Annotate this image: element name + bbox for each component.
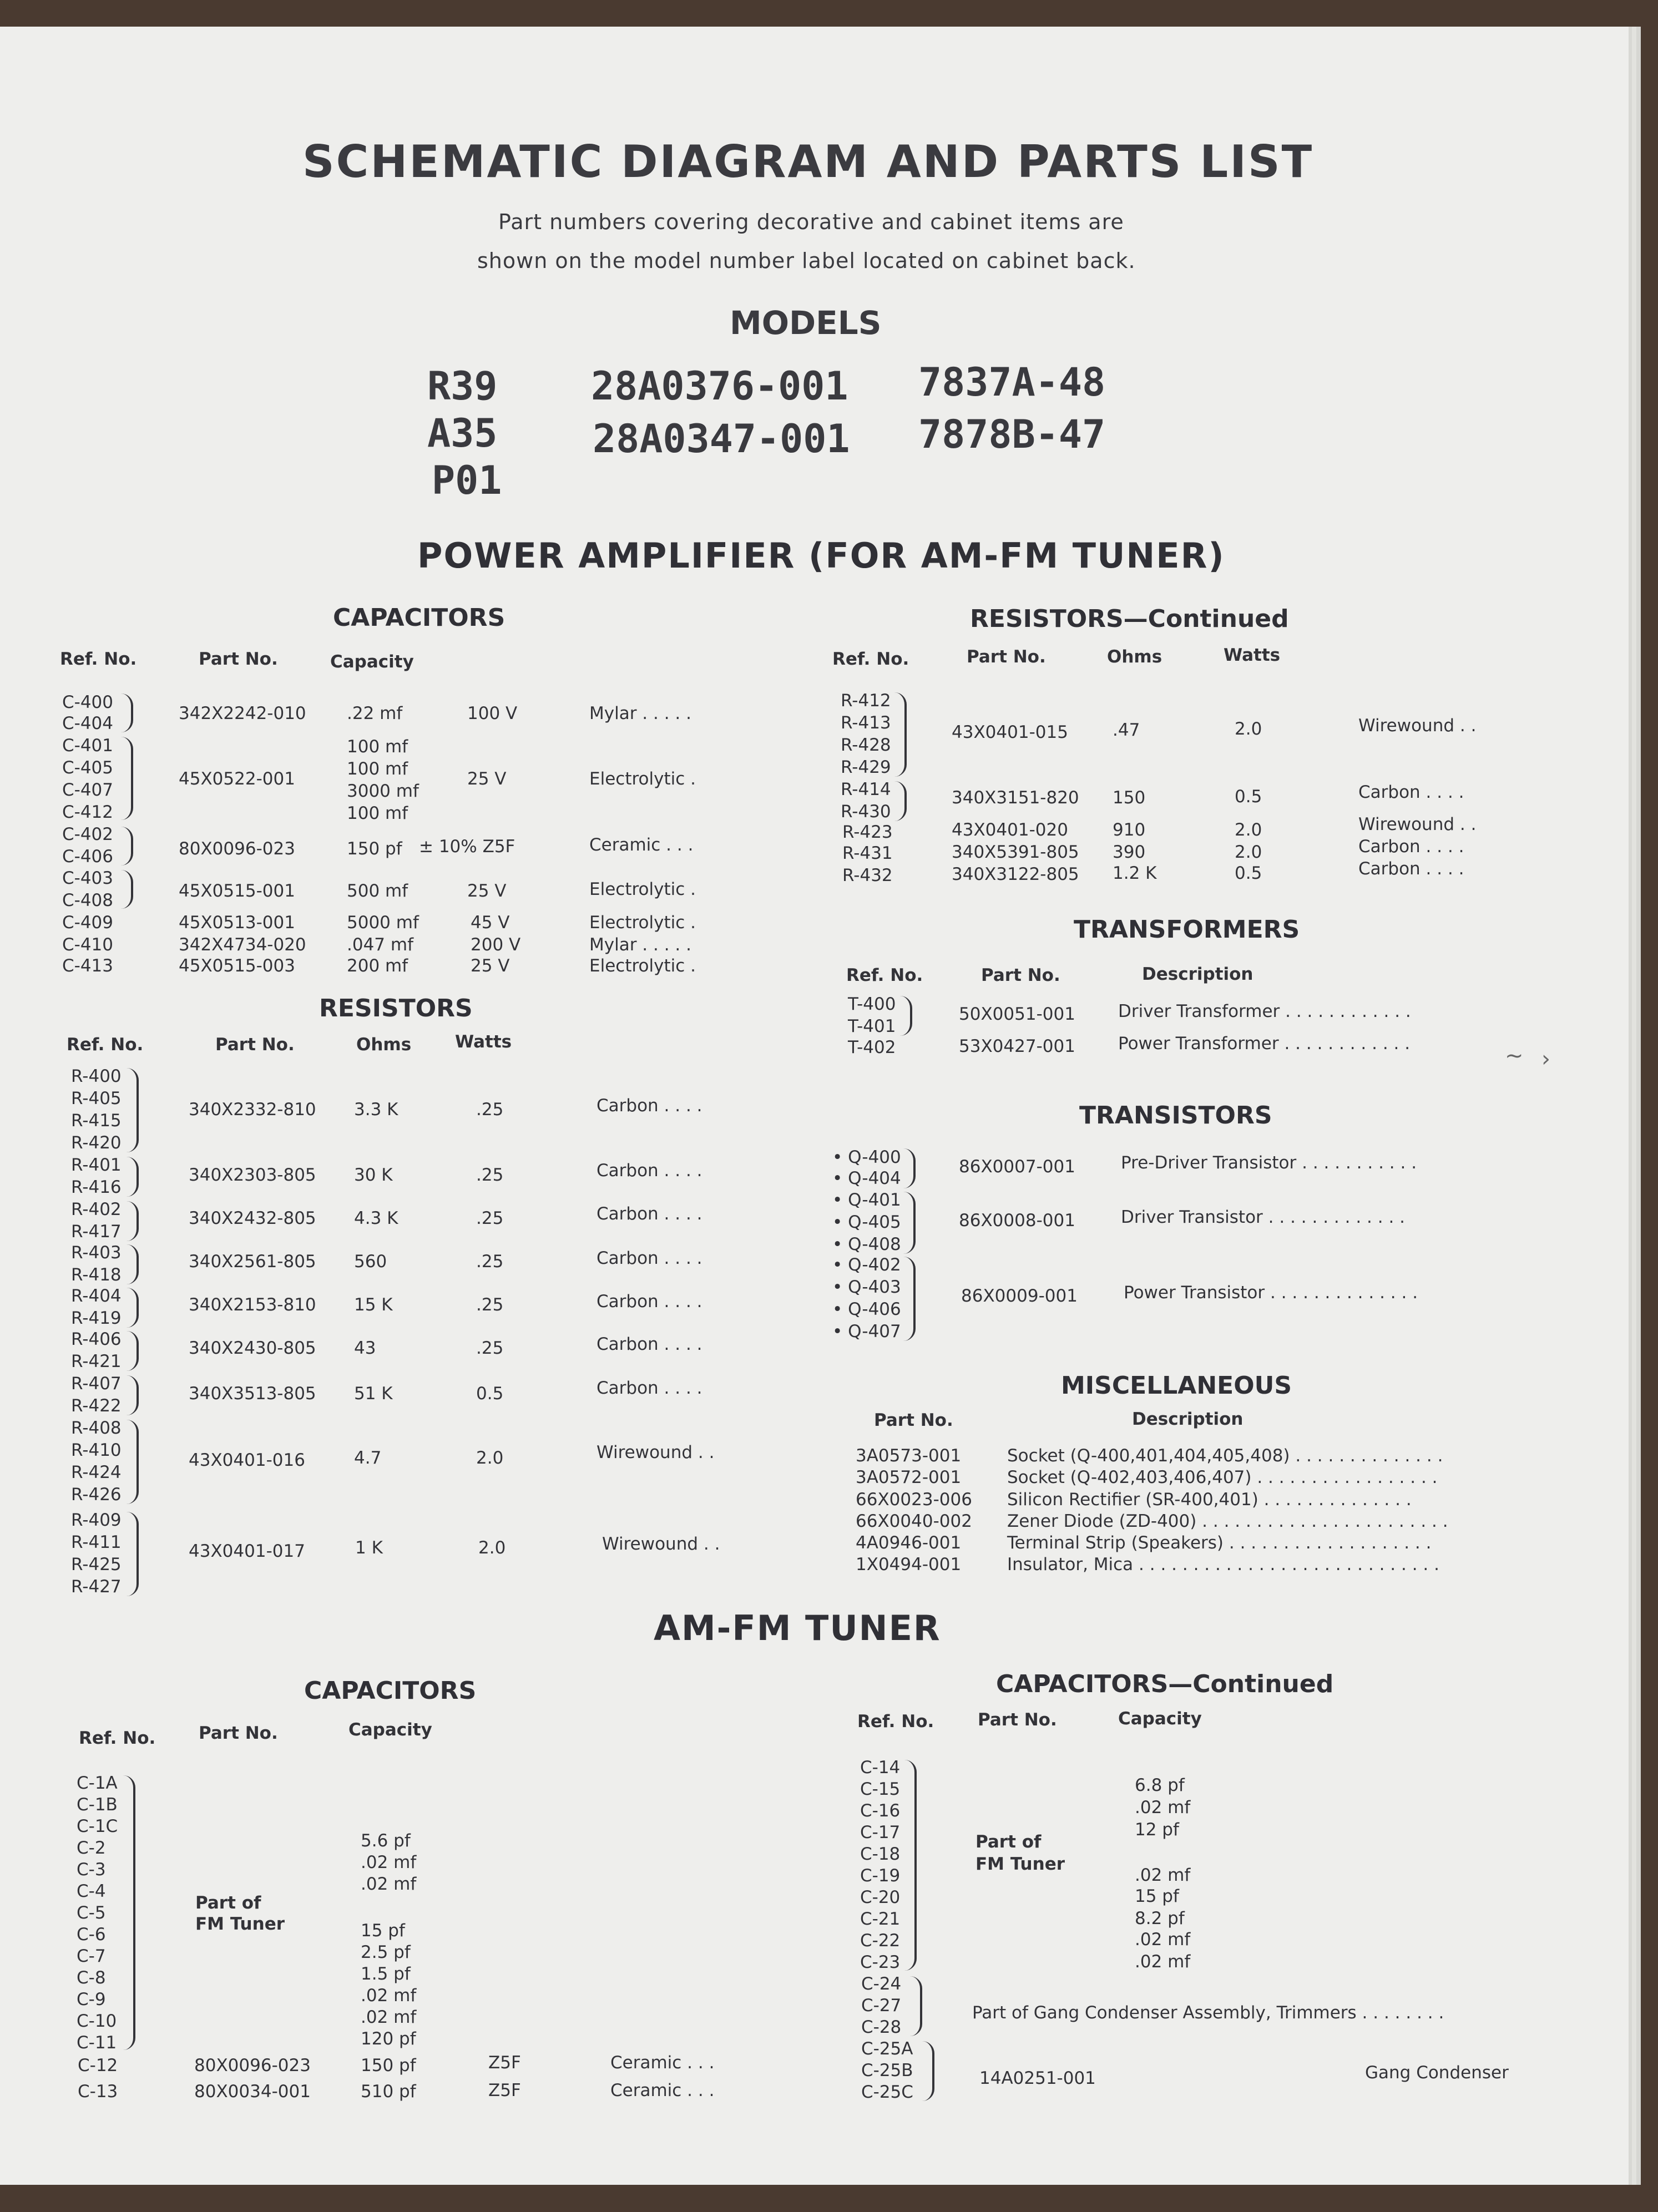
capacity-value: .02 mf — [1135, 1930, 1191, 1950]
description: Socket (Q-400,401,404,405,408) . . . . . . . . . . . . . . — [1007, 1446, 1443, 1466]
ref-number: R-408 — [71, 1418, 122, 1438]
column-header: Part No. — [199, 1723, 278, 1743]
ohms-value: 30 K — [354, 1165, 393, 1185]
ref-number: C-412 — [62, 802, 114, 822]
ref-number: • Q-405 — [832, 1212, 901, 1232]
watts-value: .25 — [476, 1252, 504, 1272]
ref-number: • Q-401 — [832, 1190, 901, 1210]
model-code: A35 — [427, 411, 498, 456]
ref-number: C-15 — [860, 1779, 901, 1799]
model-number: 7878B-47 — [918, 412, 1106, 457]
description: Carbon . . . . — [1358, 837, 1464, 857]
ohms-value: .47 — [1113, 720, 1140, 740]
capacitors-heading: CAPACITORS — [333, 604, 506, 632]
ref-number: C-5 — [77, 1903, 106, 1923]
ref-number: C-4 — [77, 1881, 106, 1901]
ref-number: R-424 — [71, 1462, 122, 1482]
transformers-heading: TRANSFORMERS — [1074, 915, 1300, 944]
ref-number: R-411 — [71, 1532, 122, 1552]
ref-number: C-406 — [62, 847, 114, 867]
part-number: 1X0494-001 — [856, 1555, 962, 1575]
ref-number: C-9 — [77, 1990, 106, 2009]
ohms-value: 51 K — [354, 1384, 393, 1404]
part-number: 342X4734-020 — [179, 935, 306, 955]
part-number: 45X0522-001 — [179, 769, 295, 789]
group-brace — [900, 996, 912, 1036]
capacity-value: 120 pf — [361, 2029, 416, 2049]
ref-number: R-421 — [71, 1352, 122, 1371]
ref-number: T-401 — [848, 1016, 896, 1036]
group-brace — [922, 2041, 934, 2101]
description: Mylar . . . . . — [589, 935, 691, 955]
capacity-value: 200 mf — [347, 956, 408, 976]
column-header: Part No. — [967, 647, 1046, 667]
ref-number: R-415 — [71, 1111, 122, 1131]
handwritten-mark: › — [1541, 1046, 1550, 1072]
group-brace — [903, 1192, 916, 1254]
ref-number: T-400 — [848, 994, 896, 1014]
column-header: Part No. — [978, 1710, 1057, 1730]
group-brace — [121, 870, 133, 909]
column-header: Capacity — [1118, 1709, 1202, 1729]
ref-number: C-25B — [861, 2061, 913, 2081]
handwritten-mark: ~ — [1505, 1043, 1524, 1069]
column-header: Part No. — [199, 649, 278, 669]
capacity-value: 100 mf — [347, 759, 408, 779]
model-code: R39 — [427, 363, 498, 409]
watts-value: 0.5 — [1235, 787, 1262, 807]
capacity-value: 100 mf — [347, 737, 408, 757]
ref-number: C-408 — [62, 890, 114, 910]
ref-number: C-22 — [860, 1931, 901, 1951]
group-brace — [910, 1976, 922, 2036]
watts-value: 2.0 — [1235, 842, 1262, 862]
capacity-value: 5.6 pf — [361, 1831, 411, 1851]
group-brace — [127, 1512, 139, 1596]
ref-number: C-3 — [77, 1860, 106, 1880]
part-number: 342X2242-010 — [179, 703, 306, 723]
column-header: Description — [1132, 1409, 1244, 1429]
voltage-rating: 100 V — [467, 703, 518, 723]
group-brace — [894, 781, 907, 821]
ref-number: C-16 — [860, 1801, 901, 1821]
description: Terminal Strip (Speakers) . . . . . . . . . . . . . . . . . . . — [1007, 1533, 1432, 1553]
model-part-number: 28A0347-001 — [593, 416, 850, 462]
ref-number: R-427 — [71, 1577, 122, 1597]
part-number: 43X0401-015 — [952, 722, 1068, 742]
part-number: 340X3151-820 — [952, 788, 1079, 808]
description: Carbon . . . . — [597, 1334, 702, 1354]
ref-number: C-1B — [77, 1795, 118, 1815]
ref-number: R-417 — [71, 1222, 122, 1242]
ref-number: C-20 — [860, 1887, 901, 1907]
capacity-value: 6.8 pf — [1135, 1775, 1185, 1795]
ref-number: • Q-403 — [832, 1277, 901, 1297]
column-header: Ref. No. — [846, 965, 923, 985]
description: Driver Transistor . . . . . . . . . . . . . — [1121, 1207, 1405, 1227]
description: Gang Condenser — [1365, 2063, 1509, 2083]
description: Driver Transformer . . . . . . . . . . . . — [1118, 1001, 1411, 1021]
ref-number: R-407 — [71, 1374, 122, 1394]
group-brace — [121, 694, 133, 732]
ref-number: R-420 — [71, 1133, 122, 1153]
column-header: Capacity — [330, 652, 414, 672]
capacity-value: 1.5 pf — [361, 1964, 411, 1984]
description: Electrolytic . — [589, 913, 696, 933]
ref-number: C-409 — [62, 913, 114, 933]
capacity-value: 3000 mf — [347, 781, 419, 801]
description: Silicon Rectifier (SR-400,401) . . . . . . . . . . . . . . — [1007, 1490, 1412, 1510]
ref-number: R-423 — [842, 822, 893, 842]
ohms-value: 4.7 — [354, 1448, 382, 1468]
capacity-value: .047 mf — [347, 935, 413, 955]
ref-number: R-429 — [841, 757, 891, 777]
ref-number: • Q-400 — [832, 1147, 901, 1167]
part-number: 3A0572-001 — [856, 1467, 962, 1487]
ref-number: C-407 — [62, 780, 114, 800]
column-header: Ref. No. — [79, 1728, 156, 1748]
ref-number: C-8 — [77, 1968, 106, 1988]
ref-number: C-18 — [860, 1844, 901, 1864]
ref-number: C-1A — [77, 1773, 118, 1793]
voltage-rating: 25 V — [471, 956, 510, 976]
group-brace — [127, 1068, 139, 1152]
description: Mylar . . . . . — [589, 703, 691, 723]
ref-number: R-404 — [71, 1286, 122, 1306]
group-brace — [127, 1244, 139, 1284]
column-header: Part No. — [215, 1035, 295, 1055]
capacity-value: 2.5 pf — [361, 1942, 411, 1962]
part-of-label: FM Tuner — [195, 1914, 285, 1934]
ohms-value: 1 K — [355, 1538, 383, 1558]
capacity-value: .02 mf — [1135, 1798, 1191, 1818]
ref-number: C-6 — [77, 1925, 106, 1945]
subtitle-line-1: Part numbers covering decorative and cabinet items are — [498, 210, 1124, 234]
ref-number: R-409 — [71, 1510, 122, 1530]
capacity-value: 12 pf — [1135, 1820, 1179, 1840]
ref-number: C-2 — [77, 1838, 106, 1858]
ref-number: R-418 — [71, 1265, 122, 1285]
capacity-value: 150 pf — [347, 839, 402, 859]
ref-number: R-432 — [842, 865, 893, 885]
tuner-capacitors-continued-heading: CAPACITORS—Continued — [996, 1670, 1334, 1698]
models-heading: MODELS — [730, 304, 882, 342]
column-header: Ref. No. — [857, 1712, 934, 1732]
ohms-value: 390 — [1113, 842, 1146, 862]
part-number: 3A0573-001 — [856, 1446, 962, 1466]
ref-number: C-7 — [77, 1946, 106, 1966]
description: Electrolytic . — [589, 956, 696, 976]
miscellaneous-heading: MISCELLANEOUS — [1061, 1371, 1292, 1400]
capacity-value: .02 mf — [1135, 1865, 1191, 1885]
capacity-value: 500 mf — [347, 881, 408, 901]
ref-number: C-13 — [78, 2082, 118, 2102]
ref-number: C-14 — [860, 1758, 901, 1778]
ref-number: R-401 — [71, 1155, 122, 1175]
part-number: 340X2332-810 — [189, 1100, 316, 1120]
description: Part of Gang Condenser Assembly, Trimmers . . . . . . . . — [972, 2003, 1444, 2023]
group-brace — [903, 1148, 916, 1188]
ref-number: R-428 — [841, 735, 891, 755]
part-number: 45X0513-001 — [179, 913, 295, 933]
column-header: Part No. — [874, 1410, 953, 1430]
watts-value: 0.5 — [1235, 863, 1262, 883]
resistors-heading: RESISTORS — [319, 994, 473, 1023]
column-header: Ohms — [1107, 647, 1162, 667]
part-number: 86X0009-001 — [961, 1286, 1078, 1306]
ref-number: C-27 — [861, 1996, 902, 2016]
group-brace — [127, 1288, 139, 1328]
resistors-continued-heading: RESISTORS—Continued — [970, 605, 1289, 633]
watts-value: .25 — [476, 1165, 504, 1185]
ref-number: C-400 — [62, 692, 114, 712]
watts-value: 0.5 — [476, 1384, 504, 1404]
description: Ceramic . . . — [610, 2081, 715, 2100]
description: Ceramic . . . — [589, 835, 694, 855]
section-title-tuner: AM-FM TUNER — [654, 1608, 941, 1648]
description: Wirewound . . — [1358, 716, 1477, 736]
ohms-value: 910 — [1113, 820, 1146, 840]
group-brace — [894, 692, 907, 777]
group-brace — [127, 1157, 139, 1197]
rating: Z5F — [488, 2081, 521, 2100]
group-brace — [127, 1201, 139, 1241]
part-number: 14A0251-001 — [979, 2068, 1096, 2088]
watts-value: .25 — [476, 1295, 504, 1315]
description: Ceramic . . . — [610, 2053, 715, 2073]
group-brace — [903, 1257, 916, 1341]
capacity-value: 15 pf — [361, 1921, 405, 1941]
section-title-power-amplifier: POWER AMPLIFIER (FOR AM-FM TUNER) — [417, 535, 1225, 576]
part-number: 43X0401-020 — [952, 820, 1068, 840]
ref-number: C-23 — [860, 1952, 901, 1972]
description: Carbon . . . . — [597, 1292, 702, 1312]
ref-number: R-414 — [841, 779, 891, 799]
group-brace — [904, 1760, 917, 1971]
ref-number: R-431 — [842, 843, 893, 863]
ref-number: T-402 — [848, 1037, 896, 1057]
ref-number: R-406 — [71, 1329, 122, 1349]
ref-number: R-425 — [71, 1555, 122, 1575]
group-brace — [121, 827, 133, 865]
part-number: 86X0008-001 — [959, 1211, 1075, 1231]
description: Zener Diode (ZD-400) . . . . . . . . . . . . . . . . . . . . . . . — [1007, 1511, 1448, 1531]
part-number: 66X0023-006 — [856, 1490, 972, 1510]
part-number: 340X2561-805 — [189, 1252, 316, 1272]
watts-value: .25 — [476, 1208, 504, 1228]
ref-number: C-413 — [62, 956, 114, 976]
column-header: Watts — [455, 1032, 512, 1052]
description: Electrolytic . — [589, 769, 696, 789]
ref-number: R-426 — [71, 1485, 122, 1505]
tuner-capacitors-heading: CAPACITORS — [304, 1677, 477, 1705]
ref-number: C-12 — [78, 2056, 118, 2076]
part-number: 80X0096-023 — [194, 2056, 311, 2076]
group-brace — [127, 1420, 139, 1504]
voltage-rating: 25 V — [467, 881, 507, 901]
part-number: 340X3122-805 — [952, 864, 1079, 884]
description: Carbon . . . . — [597, 1204, 702, 1224]
part-number: 340X2153-810 — [189, 1295, 316, 1315]
ref-number: C-21 — [860, 1909, 901, 1929]
part-number: 45X0515-003 — [179, 956, 295, 976]
description: Carbon . . . . — [597, 1378, 702, 1398]
ref-number: R-400 — [71, 1066, 122, 1086]
ref-number: C-10 — [77, 2011, 117, 2031]
capacity-value: .02 mf — [361, 1874, 417, 1894]
capacity-value: 5000 mf — [347, 913, 419, 933]
part-number: 43X0401-017 — [189, 1541, 305, 1561]
ref-number: C-25A — [861, 2039, 913, 2059]
part-number: 340X5391-805 — [952, 842, 1079, 862]
ohms-value: 3.3 K — [354, 1100, 398, 1120]
description: Wirewound . . — [602, 1534, 720, 1554]
ohms-value: 1.2 K — [1113, 863, 1157, 883]
part-number: 4A0946-001 — [856, 1533, 962, 1553]
part-number: 86X0007-001 — [959, 1157, 1075, 1177]
page-title: SCHEMATIC DIAGRAM AND PARTS LIST — [302, 136, 1314, 188]
column-header: Ref. No. — [60, 649, 137, 669]
model-code: P01 — [432, 458, 502, 503]
description: Socket (Q-402,403,406,407) . . . . . . . . . . . . . . . . . — [1007, 1467, 1438, 1487]
ref-number: C-24 — [861, 1974, 902, 1994]
part-number: 340X3513-805 — [189, 1384, 316, 1404]
part-number: 80X0034-001 — [194, 2082, 311, 2102]
ref-number: R-422 — [71, 1396, 122, 1416]
description: Power Transformer . . . . . . . . . . . . — [1118, 1034, 1411, 1054]
capacity-value: 15 pf — [1135, 1886, 1179, 1906]
ref-number: R-410 — [71, 1440, 122, 1460]
column-header: Capacity — [348, 1720, 432, 1740]
capacity-value: 8.2 pf — [1135, 1909, 1185, 1928]
capacity-value: .22 mf — [347, 703, 403, 723]
ref-number: C-19 — [860, 1866, 901, 1886]
watts-value: .25 — [476, 1338, 504, 1358]
capacity-value: 150 pf — [361, 2056, 416, 2076]
voltage-rating: 45 V — [471, 913, 510, 933]
ref-number: R-403 — [71, 1243, 122, 1263]
ref-number: R-419 — [71, 1308, 122, 1328]
capacity-value: .02 mf — [361, 1852, 417, 1872]
part-number: 50X0051-001 — [959, 1004, 1075, 1024]
column-header: Part No. — [981, 965, 1060, 985]
description: Carbon . . . . — [597, 1096, 702, 1116]
capacity-value: .02 mf — [361, 2007, 417, 2027]
ref-number: • Q-408 — [832, 1234, 901, 1254]
part-of-label: FM Tuner — [975, 1854, 1065, 1874]
ref-number: C-410 — [62, 935, 114, 955]
ohms-value: 4.3 K — [354, 1208, 398, 1228]
capacity-value: 100 mf — [347, 803, 408, 823]
watts-value: 2.0 — [478, 1538, 506, 1558]
ref-number: R-413 — [841, 713, 891, 733]
group-brace — [121, 737, 133, 820]
description: Electrolytic . — [589, 879, 696, 899]
ref-number: • Q-407 — [832, 1322, 901, 1342]
subtitle-line-2: shown on the model number label located on cabinet back. — [477, 249, 1136, 273]
column-header: Ref. No. — [832, 649, 909, 669]
part-number: 45X0515-001 — [179, 881, 295, 901]
description: Carbon . . . . — [597, 1161, 702, 1181]
ref-number: R-430 — [841, 802, 891, 822]
description: Power Transistor . . . . . . . . . . . . . . — [1124, 1283, 1418, 1303]
ref-number: C-25C — [861, 2082, 913, 2102]
voltage-rating: 25 V — [467, 769, 507, 789]
ref-number: • Q-402 — [832, 1255, 901, 1275]
ref-number: C-403 — [62, 868, 114, 888]
watts-value: 2.0 — [1235, 719, 1262, 739]
ref-number: C-17 — [860, 1823, 901, 1843]
ref-number: R-402 — [71, 1199, 122, 1219]
part-number: 340X2430-805 — [189, 1338, 316, 1358]
column-header: Ref. No. — [67, 1035, 144, 1055]
description: Carbon . . . . — [597, 1248, 702, 1268]
part-number: 80X0096-023 — [179, 839, 295, 859]
voltage-rating: 200 V — [471, 935, 521, 955]
ref-number: R-416 — [71, 1177, 122, 1197]
column-header: Watts — [1224, 645, 1281, 665]
tolerance-rating: ± 10% Z5F — [419, 837, 515, 857]
capacity-value: 510 pf — [361, 2082, 416, 2102]
ref-number: C-401 — [62, 736, 114, 756]
ref-number: C-402 — [62, 824, 114, 844]
ohms-value: 43 — [354, 1338, 376, 1358]
model-part-number: 28A0376-001 — [591, 363, 848, 409]
rating: Z5F — [488, 2053, 521, 2073]
ref-number: R-405 — [71, 1089, 122, 1108]
ohms-value: 560 — [354, 1252, 387, 1272]
part-number: 340X2303-805 — [189, 1165, 316, 1185]
group-brace — [127, 1375, 139, 1415]
ref-number: C-405 — [62, 758, 114, 778]
ohms-value: 150 — [1113, 788, 1146, 808]
column-header: Ohms — [356, 1035, 412, 1055]
watts-value: 2.0 — [476, 1448, 504, 1468]
part-of-label: Part of — [195, 1893, 261, 1913]
watts-value: 2.0 — [1235, 820, 1262, 840]
capacity-value: .02 mf — [361, 1986, 417, 2006]
part-number: 340X2432-805 — [189, 1208, 316, 1228]
group-brace — [123, 1775, 135, 2050]
description: Pre-Driver Transistor . . . . . . . . . . . — [1121, 1153, 1417, 1173]
part-number: 53X0427-001 — [959, 1036, 1075, 1056]
part-of-label: Part of — [975, 1832, 1042, 1852]
ref-number: C-404 — [62, 713, 114, 733]
part-number: 43X0401-016 — [189, 1450, 305, 1470]
capacity-value: .02 mf — [1135, 1952, 1191, 1972]
ref-number: R-412 — [841, 691, 891, 711]
ref-number: C-1C — [77, 1816, 118, 1836]
description: Wirewound . . — [597, 1442, 715, 1462]
part-number: 66X0040-002 — [856, 1511, 972, 1531]
description: Wirewound . . — [1358, 814, 1477, 834]
ref-number: C-11 — [77, 2033, 117, 2053]
transistors-heading: TRANSISTORS — [1079, 1101, 1272, 1130]
description: Insulator, Mica . . . . . . . . . . . . . . . . . . . . . . . . . . . . — [1007, 1555, 1439, 1575]
group-brace — [127, 1331, 139, 1371]
ref-number: C-28 — [861, 2017, 902, 2037]
watts-value: .25 — [476, 1100, 504, 1120]
ref-number: • Q-404 — [832, 1168, 901, 1188]
description: Carbon . . . . — [1358, 782, 1464, 802]
ohms-value: 15 K — [354, 1295, 393, 1315]
model-number: 7837A-48 — [918, 360, 1106, 405]
ref-number: • Q-406 — [832, 1299, 901, 1319]
description: Carbon . . . . — [1358, 859, 1464, 879]
column-header: Description — [1142, 964, 1253, 984]
